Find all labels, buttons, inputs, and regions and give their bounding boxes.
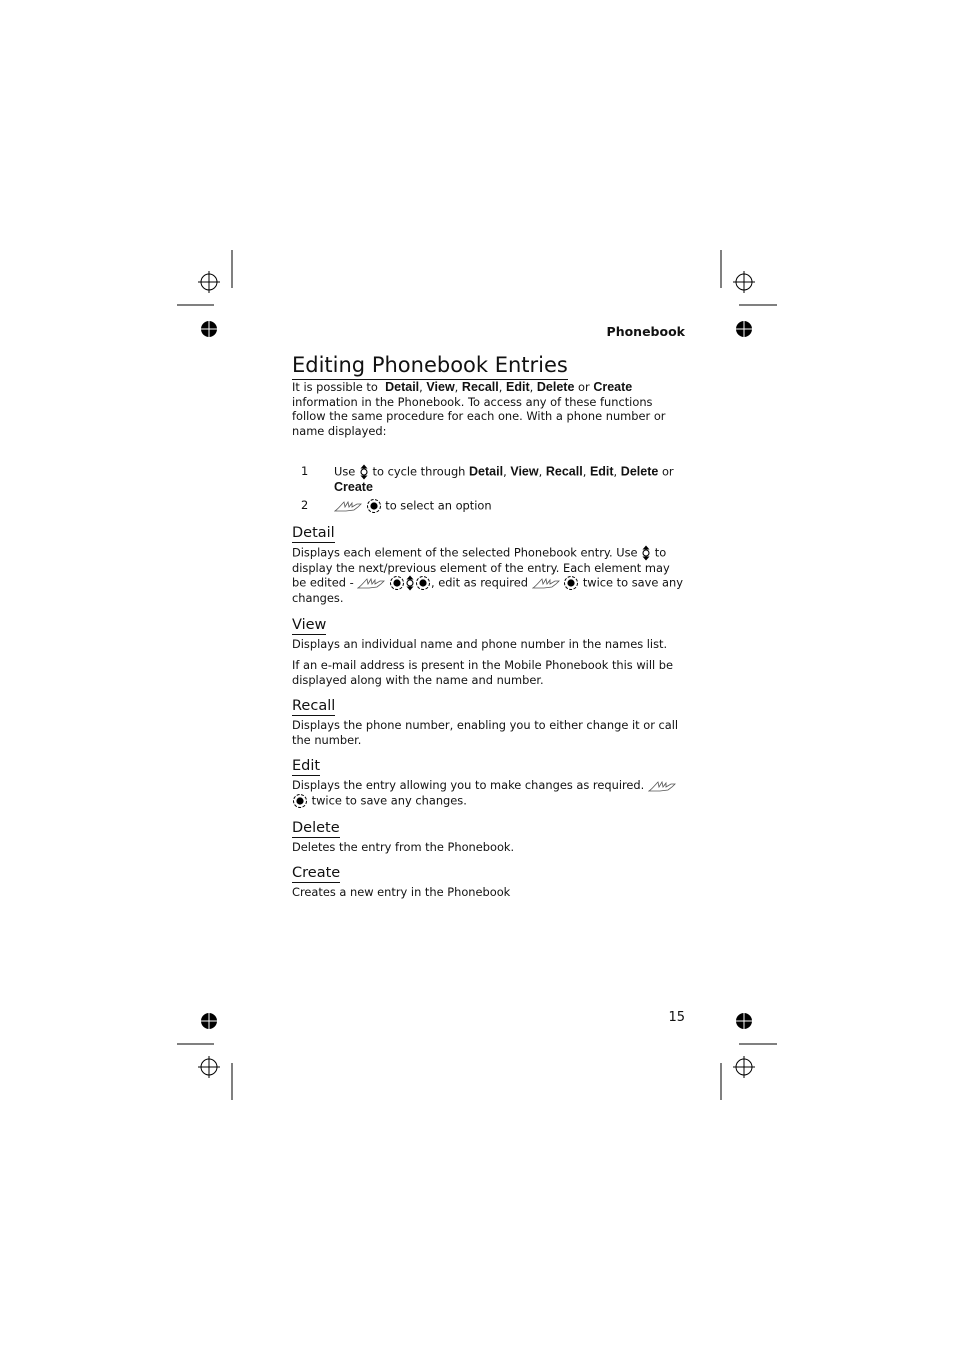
nav-updown-icon — [359, 464, 369, 480]
step-number: 2 — [301, 497, 309, 512]
registration-dot-icon — [201, 1013, 217, 1029]
section-text: Displays the entry allowing you to make changes as required. twice to save any changes. — [292, 778, 684, 809]
registration-target-icon — [733, 1056, 755, 1078]
press-hand-icon — [648, 779, 676, 793]
option-detail: Detail — [385, 380, 420, 394]
section-heading: Edit — [292, 758, 321, 774]
section-text: Creates a new entry in the Phonebook — [292, 885, 511, 899]
option-create: Create — [593, 380, 633, 394]
section-delete — [292, 819, 684, 855]
option-delete: Delete — [536, 380, 575, 394]
intro-paragraph: It is possible to Detail, View, Recall, Edit, Delete or Create information in the Phonebook. To access any of these functions follow the same procedure for each one. With a phone number or name displayed: — [292, 380, 666, 438]
nav-select-icon — [563, 575, 579, 591]
crop-mark-icon — [177, 1044, 232, 1100]
press-hand-icon — [334, 499, 362, 513]
crop-mark-icon — [177, 250, 232, 305]
press-hand-icon — [357, 576, 385, 590]
section-heading: Detail — [292, 524, 335, 541]
nav-updown-icon — [405, 575, 415, 591]
option-edit: Edit — [506, 380, 530, 394]
section-heading: Create — [292, 865, 341, 881]
registration-target-icon — [198, 271, 220, 293]
nav-updown-icon — [641, 545, 651, 561]
page-content — [292, 352, 684, 900]
section-text: Displays an individual name and phone number in the names list. — [292, 636, 668, 651]
section-heading: Delete — [292, 819, 340, 836]
section-heading: View — [292, 616, 327, 633]
page-title: Editing Phonebook Entries — [292, 352, 568, 380]
registration-dot-icon — [736, 1013, 752, 1029]
option-view: View — [426, 380, 455, 394]
nav-select-icon — [292, 793, 308, 809]
step-item: 2 to select an option — [301, 497, 492, 512]
section-text: Displays each element of the selected Phonebook entry. Use to display the next/previous element of the entry. Each element may be edited - , edit as required twice to save any changes. — [292, 545, 683, 605]
step-number: 1 — [301, 464, 309, 478]
registration-dot-icon — [736, 321, 752, 337]
section-create — [292, 864, 684, 900]
section-heading: Recall — [292, 698, 336, 714]
press-hand-icon — [532, 576, 560, 590]
nav-select-icon — [389, 575, 405, 591]
crop-mark-icon — [721, 250, 777, 305]
section-edit — [292, 757, 684, 809]
registration-dot-icon — [201, 321, 217, 337]
registration-target-icon — [733, 271, 755, 293]
step-item: 1 Use to cycle through Detail, View, Recall, Edit, Delete or Create — [301, 464, 674, 494]
page-number: 15 — [668, 1010, 685, 1025]
section-text: Deletes the entry from the Phonebook. — [292, 839, 515, 854]
running-header: Phonebook — [606, 324, 685, 339]
option-recall: Recall — [461, 380, 499, 394]
section-text: If an e-mail address is present in the Mobile Phonebook this will be displayed along with the name and number. — [292, 658, 674, 687]
registration-target-icon — [198, 1056, 220, 1078]
nav-select-icon — [415, 575, 431, 591]
nav-select-icon — [366, 498, 382, 514]
steps-list — [292, 464, 684, 514]
crop-mark-icon — [721, 1044, 777, 1100]
section-detail — [292, 524, 684, 606]
section-text: Displays the phone number, enabling you to either change it or call the number. — [292, 718, 679, 747]
section-recall — [292, 697, 684, 747]
section-view — [292, 616, 684, 688]
